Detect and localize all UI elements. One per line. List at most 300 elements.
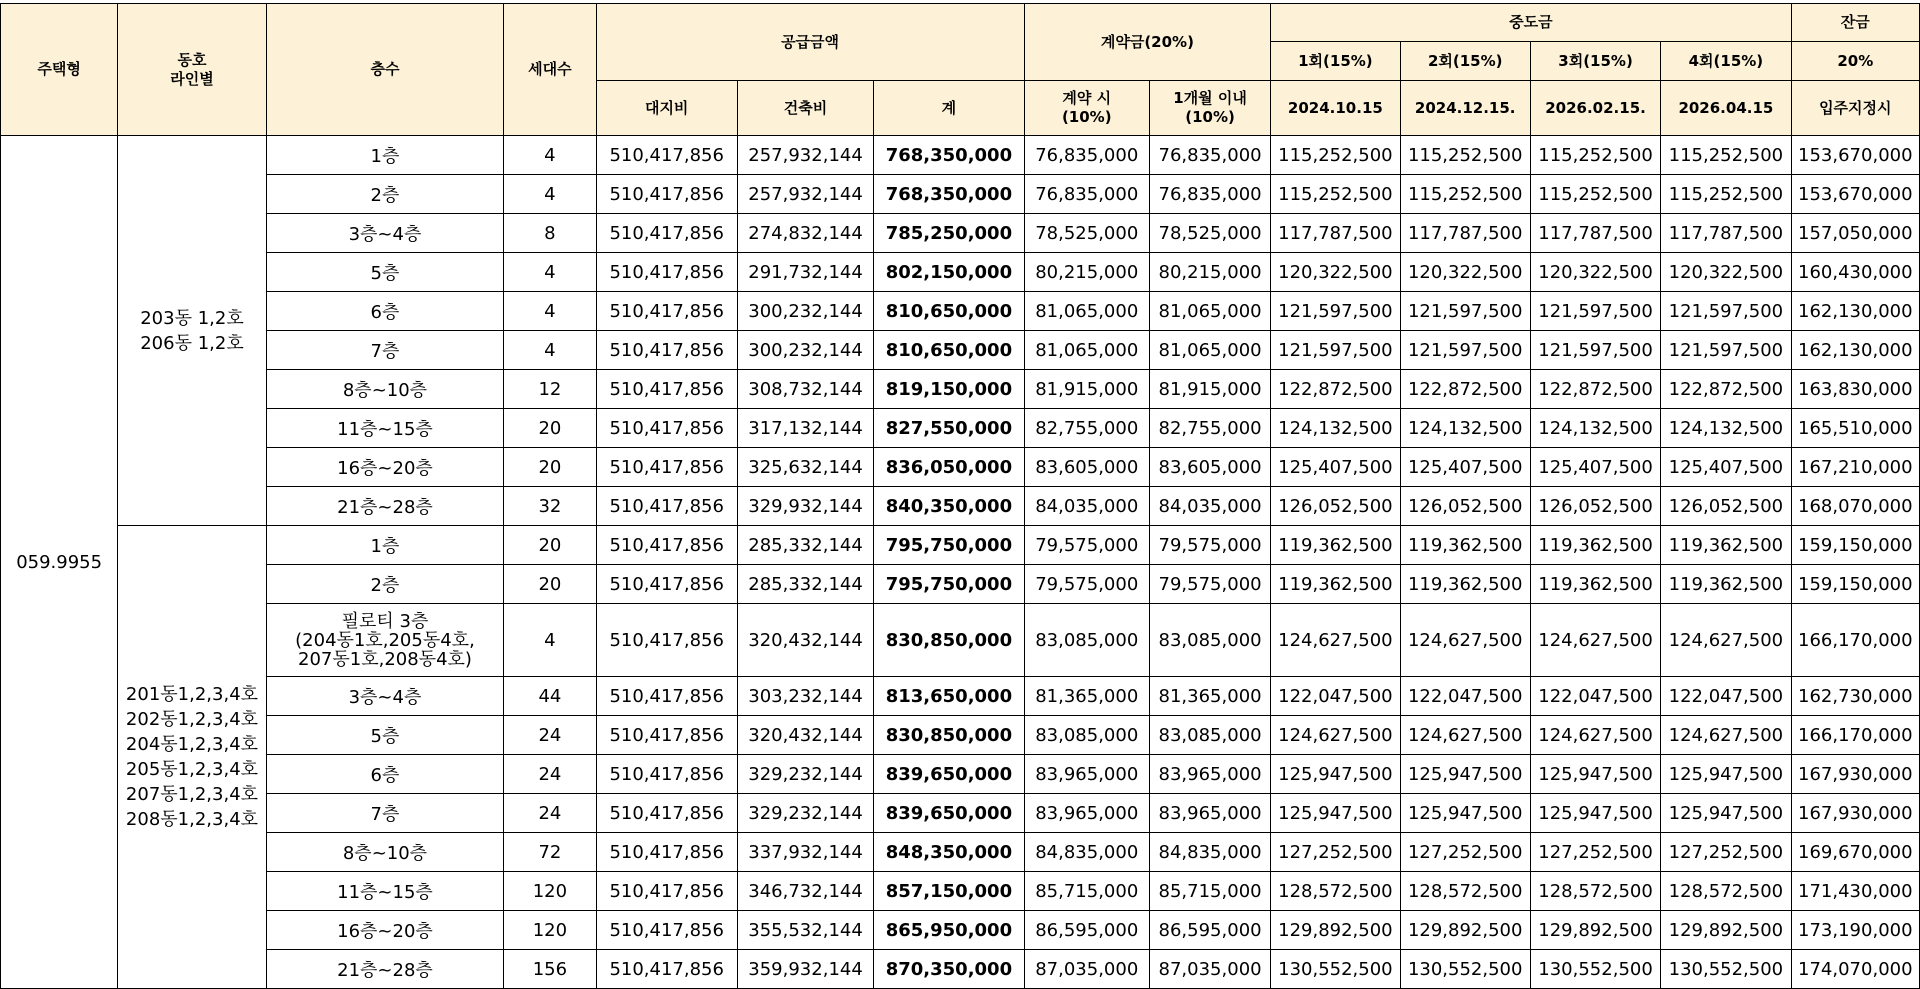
total-cell: 839,650,000	[874, 755, 1024, 794]
balance-cell: 157,050,000	[1791, 214, 1919, 253]
header-floor: 층수	[266, 4, 504, 136]
table-row	[1, 214, 1920, 253]
building-cell: 346,732,144	[737, 872, 873, 911]
header-deposit-within-month-1: 1개월 이내	[1173, 89, 1247, 107]
interim-3-cell: 126,052,500	[1530, 487, 1660, 526]
households-cell: 4	[504, 175, 596, 214]
interim-3-cell: 119,362,500	[1530, 526, 1660, 565]
deposit-month-cell: 81,065,000	[1149, 292, 1270, 331]
deposit-contract-cell: 79,575,000	[1024, 565, 1149, 604]
deposit-month-cell: 84,835,000	[1149, 833, 1270, 872]
deposit-contract-cell: 83,085,000	[1024, 716, 1149, 755]
deposit-contract-cell: 78,525,000	[1024, 214, 1149, 253]
building-cell: 257,932,144	[737, 136, 873, 175]
floor-cell: 1층	[266, 526, 504, 565]
header-land: 대지비	[596, 81, 737, 136]
building-cell: 359,932,144	[737, 950, 873, 989]
table-row	[1, 755, 1920, 794]
table-row	[1, 409, 1920, 448]
header-total: 계	[874, 81, 1024, 136]
header-supply-price: 공급금액	[596, 4, 1024, 81]
floor-cell: 7층	[266, 331, 504, 370]
interim-4-cell: 121,597,500	[1661, 292, 1791, 331]
floor-cell: 21층~28층	[266, 487, 504, 526]
total-cell: 768,350,000	[874, 175, 1024, 214]
balance-cell: 159,150,000	[1791, 565, 1919, 604]
price-table-body	[1, 136, 1920, 989]
total-cell: 802,150,000	[874, 253, 1024, 292]
floor-cell: 2층	[266, 565, 504, 604]
households-cell: 4	[504, 604, 596, 677]
interim-1-cell: 124,627,500	[1271, 604, 1400, 677]
building-cell: 355,532,144	[737, 911, 873, 950]
interim-3-cell: 127,252,500	[1530, 833, 1660, 872]
deposit-contract-cell: 80,215,000	[1024, 253, 1149, 292]
households-cell: 24	[504, 794, 596, 833]
table-row	[1, 526, 1920, 565]
table-row	[1, 911, 1920, 950]
interim-3-cell: 129,892,500	[1530, 911, 1660, 950]
total-cell: 830,850,000	[874, 604, 1024, 677]
dong-line-text: 206동 1,2호	[140, 332, 244, 354]
total-cell: 865,950,000	[874, 911, 1024, 950]
land-cell: 510,417,856	[596, 487, 737, 526]
deposit-contract-cell: 81,915,000	[1024, 370, 1149, 409]
land-cell: 510,417,856	[596, 950, 737, 989]
deposit-month-cell: 83,965,000	[1149, 794, 1270, 833]
households-cell: 4	[504, 331, 596, 370]
table-row	[1, 370, 1920, 409]
floor-cell: 5층	[266, 253, 504, 292]
land-cell: 510,417,856	[596, 872, 737, 911]
land-cell: 510,417,856	[596, 370, 737, 409]
interim-1-cell: 127,252,500	[1271, 833, 1400, 872]
deposit-contract-cell: 81,365,000	[1024, 677, 1149, 716]
header-deposit-at-contract	[1024, 81, 1149, 136]
table-row	[1, 716, 1920, 755]
floor-cell: 5층	[266, 716, 504, 755]
deposit-month-cell: 86,595,000	[1149, 911, 1270, 950]
dong-line-cell	[118, 136, 266, 526]
table-row	[1, 448, 1920, 487]
dong-line-text: 202동1,2,3,4호	[125, 709, 259, 730]
land-cell: 510,417,856	[596, 253, 737, 292]
table-row	[1, 136, 1920, 175]
deposit-contract-cell: 83,965,000	[1024, 755, 1149, 794]
floor-cell: 1층	[266, 136, 504, 175]
floor-cell: 21층~28층	[266, 950, 504, 989]
header-interim-3-date: 2026.02.15.	[1530, 81, 1660, 136]
interim-3-cell: 125,947,500	[1530, 755, 1660, 794]
floor-cell: 6층	[266, 292, 504, 331]
balance-cell: 160,430,000	[1791, 253, 1919, 292]
table-row	[1, 604, 1920, 677]
interim-4-cell: 126,052,500	[1661, 487, 1791, 526]
interim-1-cell: 120,322,500	[1271, 253, 1400, 292]
balance-cell: 165,510,000	[1791, 409, 1919, 448]
table-row	[1, 794, 1920, 833]
building-cell: 291,732,144	[737, 253, 873, 292]
housing-type-cell: 059.9955	[1, 136, 118, 989]
interim-2-cell: 129,892,500	[1400, 911, 1530, 950]
deposit-month-cell: 78,525,000	[1149, 214, 1270, 253]
interim-4-cell: 119,362,500	[1661, 526, 1791, 565]
floor-text: 필로티 3층	[341, 610, 429, 632]
interim-3-cell: 122,872,500	[1530, 370, 1660, 409]
land-cell: 510,417,856	[596, 833, 737, 872]
interim-3-cell: 117,787,500	[1530, 214, 1660, 253]
header-interim-3: 3회(15%)	[1530, 42, 1660, 81]
deposit-month-cell: 82,755,000	[1149, 409, 1270, 448]
interim-4-cell: 115,252,500	[1661, 136, 1791, 175]
header-dong-line-1: 동호	[177, 50, 207, 69]
table-row	[1, 677, 1920, 716]
households-cell: 24	[504, 755, 596, 794]
interim-1-cell: 125,947,500	[1271, 794, 1400, 833]
households-cell: 20	[504, 565, 596, 604]
interim-2-cell: 122,872,500	[1400, 370, 1530, 409]
total-cell: 840,350,000	[874, 487, 1024, 526]
interim-3-cell: 115,252,500	[1530, 136, 1660, 175]
land-cell: 510,417,856	[596, 604, 737, 677]
interim-1-cell: 125,407,500	[1271, 448, 1400, 487]
deposit-month-cell: 83,965,000	[1149, 755, 1270, 794]
interim-3-cell: 128,572,500	[1530, 872, 1660, 911]
deposit-contract-cell: 81,065,000	[1024, 331, 1149, 370]
header-interim: 중도금	[1271, 4, 1791, 42]
total-cell: 785,250,000	[874, 214, 1024, 253]
households-cell: 44	[504, 677, 596, 716]
table-row	[1, 331, 1920, 370]
interim-4-cell: 121,597,500	[1661, 331, 1791, 370]
interim-4-cell: 124,627,500	[1661, 604, 1791, 677]
interim-4-cell: 115,252,500	[1661, 175, 1791, 214]
deposit-contract-cell: 84,035,000	[1024, 487, 1149, 526]
table-row	[1, 292, 1920, 331]
header-deposit: 계약금(20%)	[1024, 4, 1271, 81]
header-interim-2-date: 2024.12.15.	[1400, 81, 1530, 136]
land-cell: 510,417,856	[596, 214, 737, 253]
deposit-month-cell: 83,085,000	[1149, 716, 1270, 755]
table-row	[1, 833, 1920, 872]
interim-2-cell: 125,947,500	[1400, 794, 1530, 833]
table-row	[1, 487, 1920, 526]
dong-line-text: 201동1,2,3,4호	[125, 684, 259, 705]
floor-cell: 6층	[266, 755, 504, 794]
interim-2-cell: 117,787,500	[1400, 214, 1530, 253]
interim-2-cell: 130,552,500	[1400, 950, 1530, 989]
total-cell: 810,650,000	[874, 331, 1024, 370]
header-interim-1: 1회(15%)	[1271, 42, 1400, 81]
building-cell: 329,232,144	[737, 794, 873, 833]
table-row	[1, 175, 1920, 214]
total-cell: 813,650,000	[874, 677, 1024, 716]
interim-1-cell: 121,597,500	[1271, 292, 1400, 331]
building-cell: 320,432,144	[737, 604, 873, 677]
dong-line-text: 204동1,2,3,4호	[125, 734, 259, 755]
building-cell: 257,932,144	[737, 175, 873, 214]
balance-cell: 162,130,000	[1791, 292, 1919, 331]
households-cell: 4	[504, 253, 596, 292]
header-interim-4-date: 2026.04.15	[1661, 81, 1791, 136]
balance-cell: 153,670,000	[1791, 136, 1919, 175]
interim-4-cell: 124,627,500	[1661, 716, 1791, 755]
balance-cell: 174,070,000	[1791, 950, 1919, 989]
land-cell: 510,417,856	[596, 448, 737, 487]
households-cell: 12	[504, 370, 596, 409]
interim-4-cell: 120,322,500	[1661, 253, 1791, 292]
dong-line-cell	[118, 526, 266, 989]
interim-4-cell: 122,872,500	[1661, 370, 1791, 409]
total-cell: 870,350,000	[874, 950, 1024, 989]
interim-2-cell: 119,362,500	[1400, 565, 1530, 604]
floor-cell: 8층~10층	[266, 833, 504, 872]
households-cell: 4	[504, 136, 596, 175]
households-cell: 32	[504, 487, 596, 526]
header-deposit-at-contract-1: 계약 시	[1062, 89, 1112, 107]
deposit-contract-cell: 87,035,000	[1024, 950, 1149, 989]
total-cell: 839,650,000	[874, 794, 1024, 833]
total-cell: 810,650,000	[874, 292, 1024, 331]
deposit-month-cell: 87,035,000	[1149, 950, 1270, 989]
header-interim-2: 2회(15%)	[1400, 42, 1530, 81]
floor-cell: 11층~15층	[266, 872, 504, 911]
table-row	[1, 872, 1920, 911]
dong-line-text: 207동1,2,3,4호	[125, 784, 259, 805]
land-cell: 510,417,856	[596, 526, 737, 565]
floor-cell: 16층~20층	[266, 911, 504, 950]
interim-2-cell: 125,407,500	[1400, 448, 1530, 487]
table-row	[1, 565, 1920, 604]
deposit-contract-cell: 76,835,000	[1024, 175, 1149, 214]
land-cell: 510,417,856	[596, 677, 737, 716]
households-cell: 156	[504, 950, 596, 989]
interim-2-cell: 121,597,500	[1400, 292, 1530, 331]
interim-1-cell: 115,252,500	[1271, 175, 1400, 214]
header-deposit-within-month	[1149, 81, 1270, 136]
interim-4-cell: 125,407,500	[1661, 448, 1791, 487]
deposit-month-cell: 76,835,000	[1149, 175, 1270, 214]
interim-4-cell: 117,787,500	[1661, 214, 1791, 253]
floor-cell: 11층~15층	[266, 409, 504, 448]
households-cell: 20	[504, 526, 596, 565]
total-cell: 795,750,000	[874, 526, 1024, 565]
balance-cell: 168,070,000	[1791, 487, 1919, 526]
interim-1-cell: 121,597,500	[1271, 331, 1400, 370]
interim-2-cell: 127,252,500	[1400, 833, 1530, 872]
interim-3-cell: 122,047,500	[1530, 677, 1660, 716]
balance-cell: 166,170,000	[1791, 716, 1919, 755]
floor-cell: 16층~20층	[266, 448, 504, 487]
floor-cell: 2층	[266, 175, 504, 214]
floor-cell: 7층	[266, 794, 504, 833]
households-cell: 20	[504, 409, 596, 448]
deposit-month-cell: 79,575,000	[1149, 565, 1270, 604]
interim-4-cell: 130,552,500	[1661, 950, 1791, 989]
households-cell: 72	[504, 833, 596, 872]
land-cell: 510,417,856	[596, 409, 737, 448]
deposit-month-cell: 76,835,000	[1149, 136, 1270, 175]
balance-cell: 162,730,000	[1791, 677, 1919, 716]
interim-1-cell: 119,362,500	[1271, 526, 1400, 565]
building-cell: 329,232,144	[737, 755, 873, 794]
supply-price-table	[0, 3, 1920, 989]
table-row	[1, 253, 1920, 292]
interim-2-cell: 115,252,500	[1400, 136, 1530, 175]
interim-3-cell: 121,597,500	[1530, 292, 1660, 331]
total-cell: 848,350,000	[874, 833, 1024, 872]
interim-4-cell: 125,947,500	[1661, 755, 1791, 794]
interim-2-cell: 124,132,500	[1400, 409, 1530, 448]
building-cell: 300,232,144	[737, 292, 873, 331]
interim-4-cell: 129,892,500	[1661, 911, 1791, 950]
header-interim-1-date: 2024.10.15	[1271, 81, 1400, 136]
interim-2-cell: 120,322,500	[1400, 253, 1530, 292]
header-deposit-within-month-2: (10%)	[1185, 108, 1235, 126]
header-building: 건축비	[737, 81, 873, 136]
interim-1-cell: 125,947,500	[1271, 755, 1400, 794]
deposit-month-cell: 81,915,000	[1149, 370, 1270, 409]
header-dong-line-2: 라인별	[170, 69, 214, 88]
interim-1-cell: 130,552,500	[1271, 950, 1400, 989]
interim-2-cell: 121,597,500	[1400, 331, 1530, 370]
interim-3-cell: 125,947,500	[1530, 794, 1660, 833]
interim-1-cell: 122,047,500	[1271, 677, 1400, 716]
header-dong-line	[118, 4, 266, 136]
building-cell: 300,232,144	[737, 331, 873, 370]
header-housing-type: 주택형	[1, 4, 118, 136]
floor-text: (204동1호,205동4호,	[295, 629, 475, 651]
deposit-contract-cell: 83,965,000	[1024, 794, 1149, 833]
interim-1-cell: 124,627,500	[1271, 716, 1400, 755]
interim-2-cell: 122,047,500	[1400, 677, 1530, 716]
balance-cell: 173,190,000	[1791, 911, 1919, 950]
balance-cell: 153,670,000	[1791, 175, 1919, 214]
households-cell: 120	[504, 872, 596, 911]
interim-1-cell: 117,787,500	[1271, 214, 1400, 253]
interim-4-cell: 119,362,500	[1661, 565, 1791, 604]
building-cell: 285,332,144	[737, 526, 873, 565]
deposit-contract-cell: 83,085,000	[1024, 604, 1149, 677]
balance-cell: 163,830,000	[1791, 370, 1919, 409]
header-interim-4: 4회(15%)	[1661, 42, 1791, 81]
header-balance-pct: 20%	[1791, 42, 1919, 81]
deposit-month-cell: 84,035,000	[1149, 487, 1270, 526]
floor-cell: 3층~4층	[266, 677, 504, 716]
households-cell: 120	[504, 911, 596, 950]
total-cell: 768,350,000	[874, 136, 1024, 175]
floor-cell	[266, 604, 504, 677]
deposit-month-cell: 83,605,000	[1149, 448, 1270, 487]
dong-line-text: 208동1,2,3,4호	[125, 809, 259, 830]
building-cell: 303,232,144	[737, 677, 873, 716]
interim-3-cell: 124,627,500	[1530, 716, 1660, 755]
deposit-month-cell: 80,215,000	[1149, 253, 1270, 292]
interim-3-cell: 115,252,500	[1530, 175, 1660, 214]
deposit-contract-cell: 76,835,000	[1024, 136, 1149, 175]
land-cell: 510,417,856	[596, 292, 737, 331]
land-cell: 510,417,856	[596, 136, 737, 175]
deposit-month-cell: 83,085,000	[1149, 604, 1270, 677]
total-cell: 827,550,000	[874, 409, 1024, 448]
table-row	[1, 950, 1920, 989]
total-cell: 819,150,000	[874, 370, 1024, 409]
building-cell: 320,432,144	[737, 716, 873, 755]
households-cell: 20	[504, 448, 596, 487]
deposit-contract-cell: 82,755,000	[1024, 409, 1149, 448]
deposit-month-cell: 81,365,000	[1149, 677, 1270, 716]
balance-cell: 166,170,000	[1791, 604, 1919, 677]
interim-2-cell: 119,362,500	[1400, 526, 1530, 565]
total-cell: 830,850,000	[874, 716, 1024, 755]
interim-2-cell: 115,252,500	[1400, 175, 1530, 214]
deposit-contract-cell: 79,575,000	[1024, 526, 1149, 565]
interim-1-cell: 129,892,500	[1271, 911, 1400, 950]
balance-cell: 167,930,000	[1791, 755, 1919, 794]
interim-1-cell: 128,572,500	[1271, 872, 1400, 911]
floor-text: 207동1호,208동4호)	[298, 648, 472, 670]
deposit-contract-cell: 84,835,000	[1024, 833, 1149, 872]
header-deposit-at-contract-2: (10%)	[1061, 108, 1112, 126]
building-cell: 317,132,144	[737, 409, 873, 448]
deposit-contract-cell: 81,065,000	[1024, 292, 1149, 331]
total-cell: 857,150,000	[874, 872, 1024, 911]
floor-cell: 8층~10층	[266, 370, 504, 409]
interim-4-cell: 124,132,500	[1661, 409, 1791, 448]
land-cell: 510,417,856	[596, 565, 737, 604]
balance-cell: 169,670,000	[1791, 833, 1919, 872]
header-balance-when: 입주지정시	[1791, 81, 1919, 136]
interim-1-cell: 122,872,500	[1271, 370, 1400, 409]
interim-3-cell: 124,627,500	[1530, 604, 1660, 677]
interim-2-cell: 124,627,500	[1400, 716, 1530, 755]
total-cell: 795,750,000	[874, 565, 1024, 604]
land-cell: 510,417,856	[596, 794, 737, 833]
balance-cell: 171,430,000	[1791, 872, 1919, 911]
interim-4-cell: 125,947,500	[1661, 794, 1791, 833]
deposit-month-cell: 81,065,000	[1149, 331, 1270, 370]
interim-3-cell: 120,322,500	[1530, 253, 1660, 292]
deposit-contract-cell: 86,595,000	[1024, 911, 1149, 950]
building-cell: 274,832,144	[737, 214, 873, 253]
land-cell: 510,417,856	[596, 175, 737, 214]
interim-1-cell: 124,132,500	[1271, 409, 1400, 448]
land-cell: 510,417,856	[596, 755, 737, 794]
building-cell: 308,732,144	[737, 370, 873, 409]
interim-4-cell: 122,047,500	[1661, 677, 1791, 716]
land-cell: 510,417,856	[596, 716, 737, 755]
header-households: 세대수	[504, 4, 596, 136]
deposit-month-cell: 79,575,000	[1149, 526, 1270, 565]
deposit-contract-cell: 85,715,000	[1024, 872, 1149, 911]
interim-3-cell: 124,132,500	[1530, 409, 1660, 448]
deposit-contract-cell: 83,605,000	[1024, 448, 1149, 487]
deposit-month-cell: 85,715,000	[1149, 872, 1270, 911]
interim-2-cell: 126,052,500	[1400, 487, 1530, 526]
households-cell: 4	[504, 292, 596, 331]
interim-2-cell: 125,947,500	[1400, 755, 1530, 794]
dong-line-text: 203동 1,2호	[140, 307, 244, 329]
interim-1-cell: 126,052,500	[1271, 487, 1400, 526]
interim-3-cell: 125,407,500	[1530, 448, 1660, 487]
dong-line-text: 205동1,2,3,4호	[125, 759, 259, 780]
balance-cell: 159,150,000	[1791, 526, 1919, 565]
land-cell: 510,417,856	[596, 911, 737, 950]
balance-cell: 162,130,000	[1791, 331, 1919, 370]
interim-2-cell: 124,627,500	[1400, 604, 1530, 677]
total-cell: 836,050,000	[874, 448, 1024, 487]
interim-3-cell: 121,597,500	[1530, 331, 1660, 370]
